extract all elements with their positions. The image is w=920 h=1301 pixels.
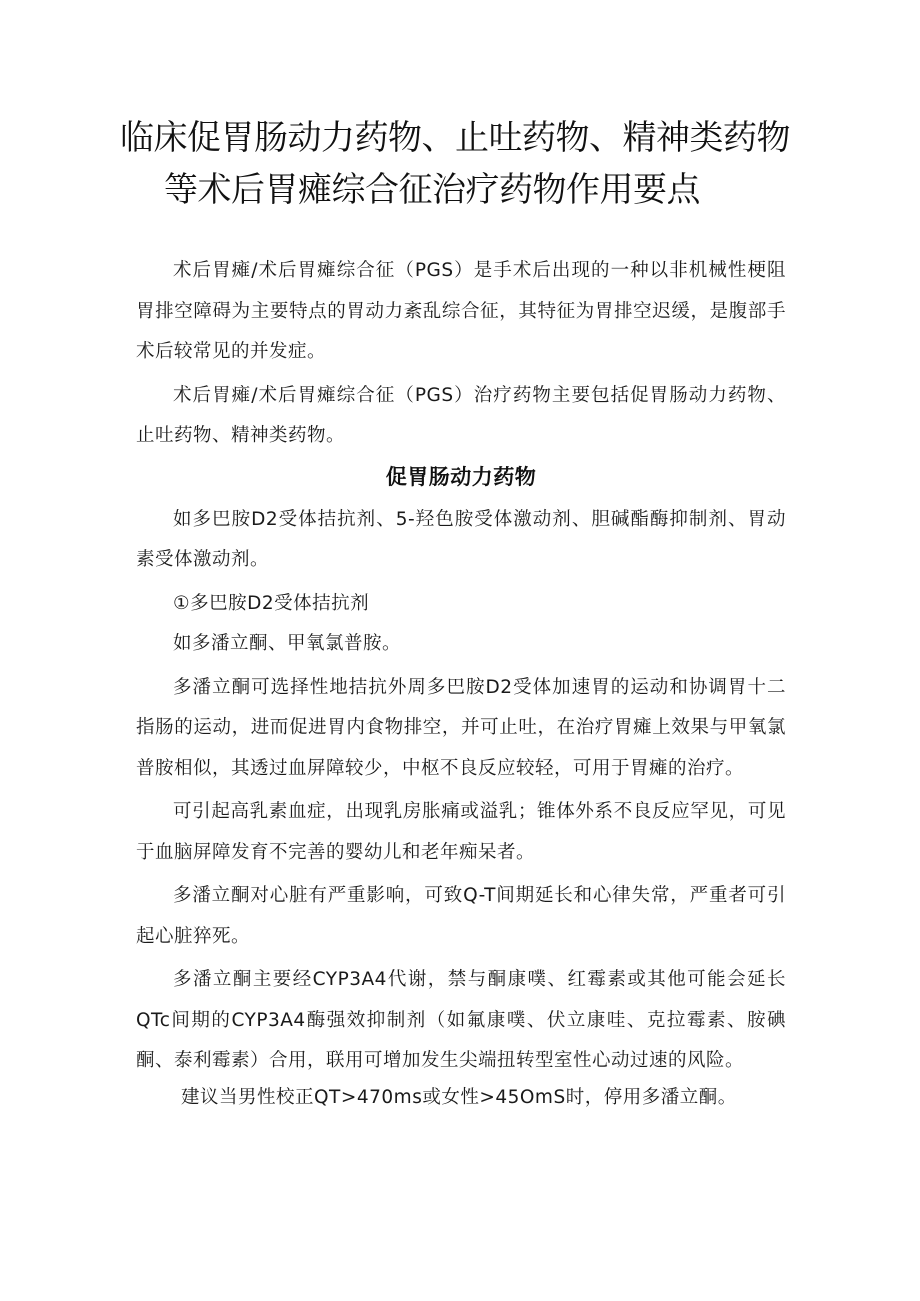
document-body xyxy=(136,251,786,1118)
document-title xyxy=(120,112,800,216)
section-heading-prokinetic: 促胃肠动力药物 xyxy=(385,464,537,489)
paragraph-d2-examples: 如多潘立酮、甲氧氯普胺。 xyxy=(173,633,402,654)
paragraph-pgs-treatment: 术后胃瘫/术后胃瘫综合征（PGS）治疗药物主要包括促胃肠动力药物、止吐药物、精神类药物。 xyxy=(136,384,786,446)
subheading-d2-antagonist: ①多巴胺D2受体拮抗剂 xyxy=(173,592,370,614)
paragraph-domperidone-mechanism: 多潘立酮可选择性地拮抗外周多巴胺D2受体加速胃的运动和协调胃十二指肠的运动，进而促进胃内食物排空，并可止吐，在治疗胃瘫上效果与甲氧氯普胺相似，其透过血屏障较少，中枢不良反应较轻，可用于胃瘫的治疗。 xyxy=(136,676,786,779)
title-line-2: 等术后胃瘫综合征治疗药物作用要点 xyxy=(164,170,700,210)
paragraph-domperidone-qt: 建议当男性校正QT>470ms或女性>45OmS时，停用多潘立酮。 xyxy=(181,1086,737,1108)
paragraph-prokinetic-list: 如多巴胺D2受体拮抗剂、5-羟色胺受体激动剂、胆碱酯酶抑制剂、胃动素受体激动剂。 xyxy=(136,508,786,570)
paragraph-domperidone-prolactin: 可引起高乳素血症，出现乳房胀痛或溢乳；锥体外系不良反应罕见，可见于血脑屏障发育不完善的婴幼儿和老年痴呆者。 xyxy=(136,801,786,863)
paragraph-domperidone-cardiac: 多潘立酮对心脏有严重影响，可致Q-T间期延长和心律失常，严重者可引起心脏猝死。 xyxy=(136,885,786,947)
paragraph-pgs-definition: 术后胃瘫/术后胃瘫综合征（PGS）是手术后出现的一种以非机械性梗阻胃排空障碍为主要特点的胃动力紊乱综合征，其特征为胃排空迟缓，是腹部手术后较常见的并发症。 xyxy=(136,260,786,362)
title-line-1: 临床促胃肠动力药物、止吐药物、精神类药物 xyxy=(120,118,790,158)
paragraph-domperidone-cyp3a4: 多潘立酮主要经CYP3A4代谢，禁与酮康噗、红霉素或其他可能会延长QTc间期的CYP3A4酶强效抑制剂（如氟康噗、伏立康哇、克拉霉素、胺碘酮、泰利霉素）合用，联用可增加发生尖端扭转型室性心动过速的风险。 xyxy=(136,969,786,1071)
